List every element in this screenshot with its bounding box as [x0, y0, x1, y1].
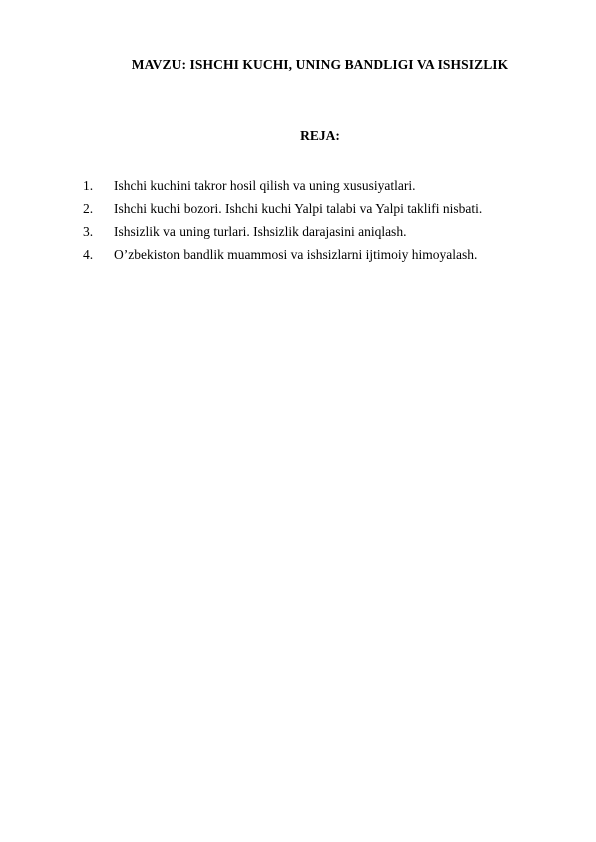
plan-item-number: 2. — [83, 201, 94, 216]
plan-item-text: Ishchi kuchi bozori. Ishchi kuchi Yalpi talabi va Yalpi taklifi nisbati. — [114, 201, 483, 216]
document-title: MAVZU: ISHCHI KUCHI, UNING BANDLIGI VA ISHSIZLIK — [131, 57, 509, 72]
plan-item-number: 4. — [83, 247, 94, 262]
plan-item-text: O’zbekiston bandlik muammosi va ishsizlarni ijtimoiy himoyalash. — [114, 247, 478, 262]
plan-item-text: Ishsizlik va uning turlari. Ishsizlik darajasini aniqlash. — [114, 224, 407, 239]
plan-item-text: Ishchi kuchini takror hosil qilish va uning xususiyatlari. — [114, 178, 416, 193]
plan-item-number: 3. — [83, 224, 94, 239]
plan-heading: REJA: — [300, 128, 340, 143]
plan-item-number: 1. — [83, 178, 94, 193]
